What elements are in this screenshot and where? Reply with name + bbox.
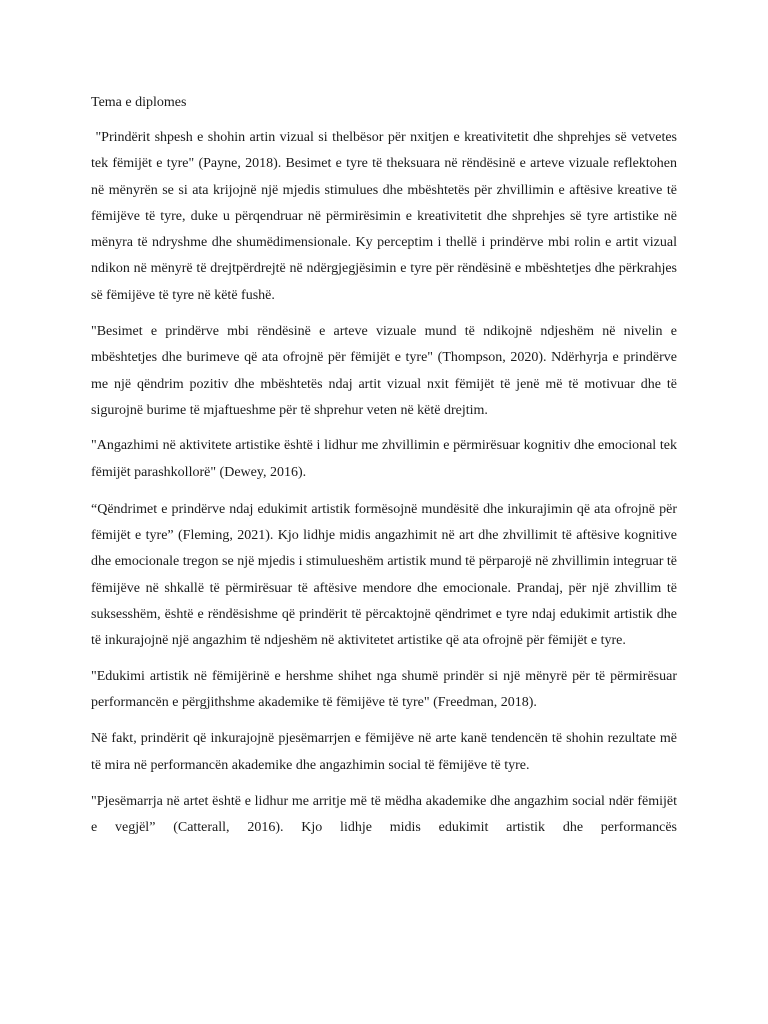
document-body (91, 90, 681, 841)
document-title: Tema e diplomes (91, 95, 187, 110)
paragraph-academic-results: Në fakt, prindërit që inkurajojnë pjesëmarrjen e fëmijëve në arte kanë tendencën të shohin rezultate më të mira në performancën akademike dhe angazhimin social të fëmijëve të tyre. (91, 731, 677, 773)
paragraph-fleming: “Qëndrimet e prindërve ndaj edukimit artistik formësojnë mundësitë dhe inkurajimin që ata ofrojnë për fëmijët e tyre” (Fleming, 2021). Kjo lidhje midis angazhimit në art dhe zhvillimit të aftësive kognitive dhe emocionale tregon se një mjedis i stimulueshëm artistik mund të përparojë në zhvillimin integruar të fëmijëve në shkallë të përmirësuar të aftësive mendore dhe emocionale. Prandaj, për një zhvillim të suksesshëm, është e rëndësishme që prindërit të përcaktojnë qëndrimet e tyre ndaj edukimit artistik dhe të inkurajojnë një angazhim të ndjeshëm në aktivitetet artistike që ata ofrojnë për fëmijët e tyre. (91, 501, 677, 649)
paragraph-freedman: "Edukimi artistik në fëmijërinë e hershme shihet nga shumë prindër si një mënyrë për të përmirësuar performancën e përgjithshme akademike të fëmijëve të tyre" (Freedman, 2018). (91, 668, 677, 710)
paragraph-catterall: "Pjesëmarrja në artet është e lidhur me arritje më të mëdha akademike dhe angazhim social ndër fëmijët e vegjël” (Catterall, 2016). Kjo lidhje midis edukimit artistik dhe performancës (91, 793, 677, 836)
paragraph-payne: "Prindërit shpesh e shohin artin vizual si thelbësor për nxitjen e kreativitetit dhe shprehjes së vetvetes tek fëmijët e tyre" (Payne, 2018). Besimet e tyre të theksuara në rëndësinë e arteve vizuale reflektohen në mënyrën se si ata krijojnë një mjedis stimulues dhe mbështetës për zhvillimin e aftësive kreative të fëmijëve të tyre, duke u përqendruar në përmirësimin e kreativitetit dhe shprehjes së tyre artistike në mënyra të ndryshme dhe shumëdimensionale. Ky perceptim i thellë i prindërve mbi rolin e artit vizual ndikon në mënyrë të drejtpërdrejtë në ndërgjegjësimin e tyre për rëndësinë e mbështetjes dhe përkrahjes së fëmijëve të tyre në këtë fushë. (91, 130, 681, 303)
paragraph-dewey: "Angazhimi në aktivitete artistike është i lidhur me zhvillimin e përmirësuar kognitiv dhe emocional tek fëmijët parashkollorë" (Dewey, 2016). (91, 438, 677, 480)
paragraph-thompson: "Besimet e prindërve mbi rëndësinë e arteve vizuale mund të ndikojnë ndjeshëm në nivelin e mbështetjes dhe burimeve që ata ofrojnë për fëmijët e tyre" (Thompson, 2020). Ndërhyrja e prindërve me një qëndrim pozitiv dhe mbështetës ndaj artit vizual nxit fëmijët të jenë më të motivuar dhe të sigurojnë burime të mjaftueshme për të shprehur veten në këtë drejtim. (91, 324, 677, 418)
